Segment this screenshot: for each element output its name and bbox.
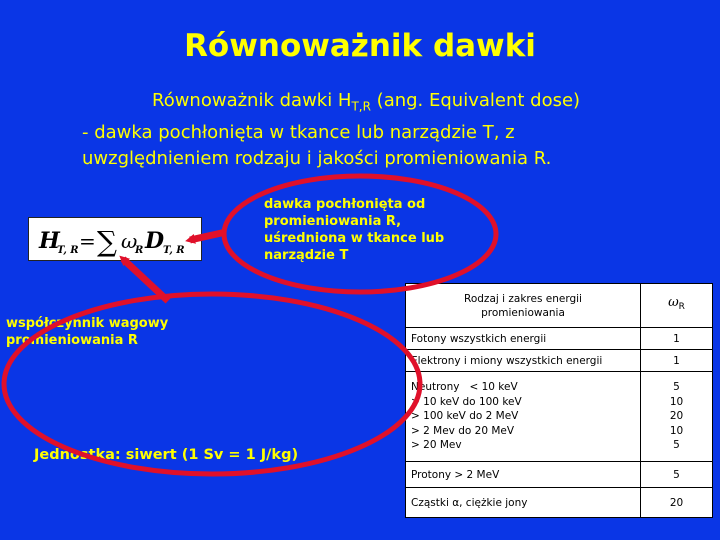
svg-text:T, R: T, R — [57, 245, 79, 256]
table-row — [406, 462, 713, 488]
slide-title: Równoważnik dawki — [184, 28, 536, 64]
radiation-weighting-table — [405, 283, 713, 518]
table-header-row — [406, 284, 713, 328]
formula-box — [28, 217, 202, 261]
row-label: Elektrony i miony wszystkich energii — [406, 350, 641, 372]
dose-description: dawka pochłonięta od promieniowania R, uśredniona w tkance lub narządzie T — [264, 197, 445, 263]
table-row — [406, 488, 713, 518]
row-value: 5 10 20 10 5 — [641, 372, 713, 462]
svg-text:D: D — [145, 228, 165, 254]
definition-line-1: Równoważnik dawki $H_{T,R}$ (ang. Equivalent dose) — [152, 90, 581, 114]
formula-equation — [35, 221, 195, 257]
row-value: 1 — [641, 328, 713, 350]
row-value: 5 — [641, 462, 713, 488]
table-row — [406, 328, 713, 350]
row-value: 20 — [641, 488, 713, 518]
table-row — [406, 372, 713, 462]
definition-text — [82, 88, 682, 172]
weight-arrow — [123, 259, 168, 301]
svg-text:ω: ω — [121, 229, 138, 253]
svg-text:H: H — [39, 228, 60, 254]
row-value: 1 — [641, 350, 713, 372]
table-row — [406, 350, 713, 372]
row-label: Protony > 2 MeV — [406, 462, 641, 488]
svg-text:R: R — [135, 245, 144, 256]
header-radiation-type: Rodzaj i zakres energii promieniowania — [406, 284, 641, 328]
svg-text:T, R: T, R — [163, 245, 185, 256]
weight-description: współczynnik wagowy promieniowania R — [6, 316, 169, 348]
definition-line-3: uwzględnieniem rodzaju i jakości promieniowania R. — [82, 147, 552, 169]
row-label: Fotony wszystkich energii — [406, 328, 641, 350]
header-weight-factor: $\omega_R$ — [641, 284, 713, 328]
row-label: Cząstki α, ciężkie jony — [406, 488, 641, 518]
svg-text:=: = — [79, 229, 96, 253]
svg-text:∑: ∑ — [97, 225, 117, 257]
row-label: Neutrony < 10 keV > 10 keV do 100 keV > 100 keV do 2 MeV > 2 Mev do 20 MeV > 20 Mev — [406, 372, 641, 462]
unit-text: Jednostka: siwert (1 Sv = 1 J/kg) — [34, 447, 299, 463]
definition-line-2: - dawka pochłonięta w tkance lub narządzie T, z — [82, 121, 515, 143]
